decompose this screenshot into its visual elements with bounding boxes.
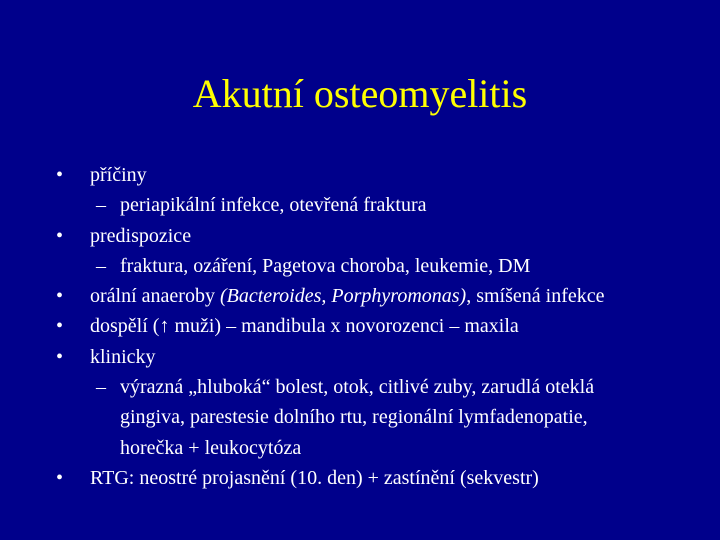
bullet-item [56,342,716,372]
bullet-text-post: , smíšená infekce [466,285,605,308]
sub-bullet-line: horečka + leukocytóza [120,436,302,459]
sub-bullet-line: výrazná „hluboká“ bolest, otok, citlivé zuby, zarudlá oteklá [120,376,595,399]
bullet-item [56,311,716,341]
sub-bullet-line: gingiva, parestesie dolního rtu, regionální lymfadenopatie, [120,406,588,429]
bullet-text-pre: dospělí ( [90,315,160,338]
bullet-item [56,160,716,190]
sub-bullet-dash: – [96,254,106,277]
bullet-text-italic: (Bacteroides, Porphyromonas) [219,285,467,308]
slide-content [56,160,716,493]
sub-bullet-dash: – [96,194,106,217]
slide-title: Akutní osteomyelitis [192,71,528,116]
sub-bullet-item [56,190,716,220]
sub-bullet-text: fraktura, ozáření, Pagetova choroba, leukemie, DM [120,254,531,277]
sub-bullet-dash: – [96,376,106,399]
up-arrow-icon: ↑ [159,315,170,338]
sub-bullet-text: periapikální infekce, otevřená fraktura [120,194,427,217]
bullet-text: RTG: neostré projasnění (10. den) + zastínění (sekvestr) [90,466,539,489]
sub-bullet-item [56,372,716,463]
bullet-item [56,463,716,493]
bullet-text-pre: orální anaeroby [90,285,220,308]
bullet-text-post: muži) – mandibula x novorozenci – maxila [169,315,519,338]
bullet-item [56,221,716,251]
bullet-item [56,281,716,311]
bullet-text: příčiny [90,164,147,186]
sub-bullet-item [56,251,716,281]
bullet-text: klinicky [90,345,156,368]
bullet-text: predispozice [90,224,192,247]
